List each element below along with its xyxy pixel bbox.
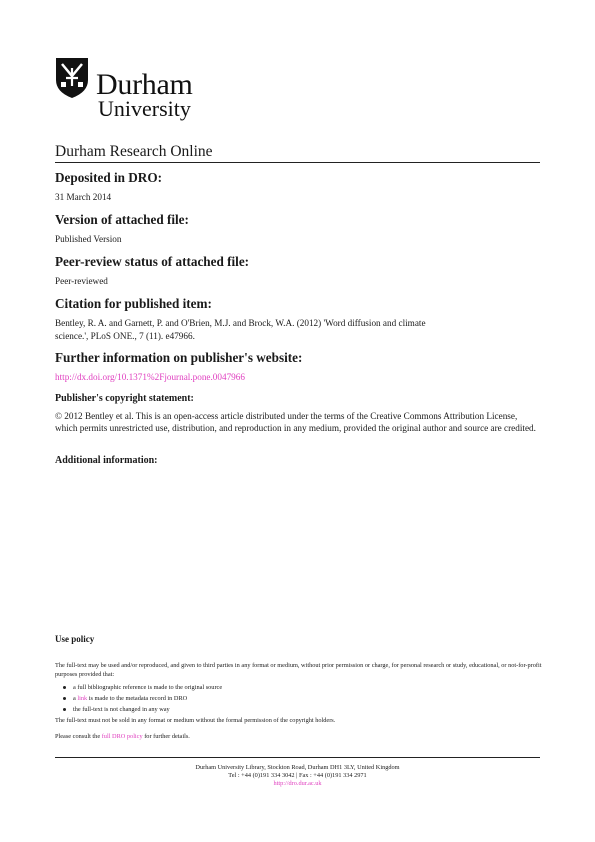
durham-university-logo — [54, 56, 204, 122]
full-dro-policy-link[interactable]: full DRO policy — [101, 733, 143, 740]
citation-line-2: science.', PLoS ONE., 7 (11). e47966. — [55, 331, 195, 341]
copyright-statement: © 2012 Bentley et al. This is an open-access article distributed under the terms of the Creative Commons Attribution License, which permits unrestricted use, distribution, and reproduction in any medium, provided the original author and source are credited. — [55, 411, 536, 433]
consult-text-pre: Please consult the — [55, 733, 102, 740]
metadata-link[interactable]: link — [77, 695, 88, 702]
condition-3-text: the full-text is not changed in any way — [73, 706, 170, 713]
footer-address: Durham University Library, Stockton Road, Durham DH1 3LY, United Kingdom — [195, 764, 400, 771]
dro-website-link[interactable]: http://dro.dur.ac.uk — [273, 780, 322, 787]
use-policy-conditions — [55, 682, 222, 715]
further-info-heading: Further information on publisher's website: — [55, 350, 303, 365]
use-policy-consult — [55, 732, 545, 741]
deposited-heading: Deposited in DRO: — [55, 170, 162, 185]
footer-link-wrap — [55, 780, 540, 788]
consult-text-post: for further details. — [142, 733, 190, 740]
use-policy-restriction: The full-text must not be sold in any format or medium without the formal permission of the copyright holders. — [55, 717, 336, 724]
copyright-heading: Publisher's copyright statement: — [55, 393, 194, 404]
version-heading: Version of attached file: — [55, 212, 189, 227]
peer-review-heading: Peer-review status of attached file: — [55, 254, 250, 269]
list-item — [55, 704, 222, 715]
use-policy-intro: The full-text may be used and/or reproduced, and given to third parties in any format or medium, without prior permission or charge, for personal research or study, educational, or not-for-profit purposes provided that: — [55, 662, 542, 678]
citation-line-1: Bentley, R. A. and Garnett, P. and O'Brien, M.J. and Brock, W.A. (2012) 'Word diffusion and climate — [55, 318, 426, 328]
publisher-doi-link[interactable]: http://dx.doi.org/10.1371%2Fjournal.pone.0047966 — [55, 372, 245, 382]
page-title: Durham Research Online — [55, 143, 213, 160]
version-value: Published Version — [55, 234, 122, 244]
footer-phone: Tel : +44 (0)191 334 3042 | Fax : +44 (0)191 334 2971 — [228, 772, 367, 779]
logo-line-1: Durham — [96, 68, 193, 101]
durham-crest-icon — [54, 56, 90, 100]
deposited-date: 31 March 2014 — [55, 192, 112, 202]
header-divider — [55, 162, 540, 163]
footer-divider — [55, 757, 540, 758]
condition-2-text-post: is made to the metadata record in DRO — [87, 695, 188, 702]
logo-line-2: University — [98, 96, 191, 121]
additional-info-heading: Additional information: — [55, 455, 158, 466]
list-item — [55, 682, 222, 693]
condition-1-text: a full bibliographic reference is made to the original source — [73, 684, 223, 691]
list-item — [55, 693, 222, 704]
condition-2-text-pre: a — [73, 695, 78, 702]
peer-review-value: Peer-reviewed — [55, 276, 108, 286]
citation-heading: Citation for published item: — [55, 296, 212, 311]
use-policy-heading: Use policy — [55, 634, 95, 644]
